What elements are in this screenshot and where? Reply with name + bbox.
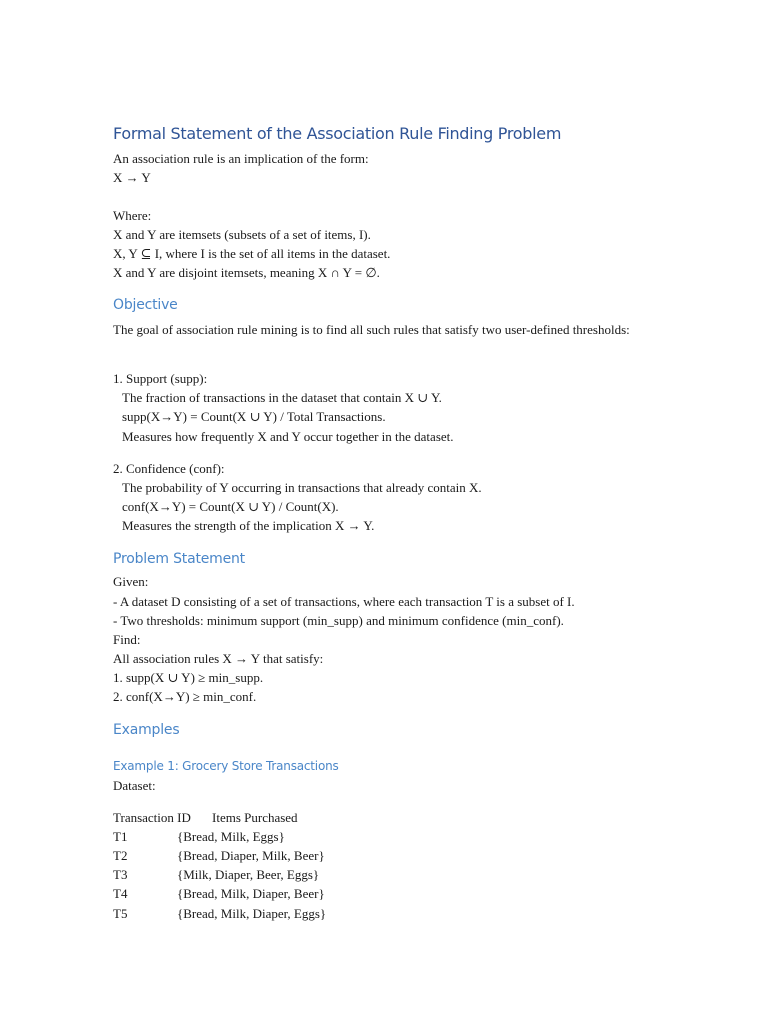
items-purchased: {Milk, Diaper, Beer, Eggs} xyxy=(177,867,320,882)
transaction-id: T5 xyxy=(113,906,128,921)
where-item: X, Y ⊆ I, where I is the set of all items in the dataset. xyxy=(113,246,391,261)
transaction-id: T2 xyxy=(113,848,128,863)
transaction-id: T3 xyxy=(113,867,128,882)
transaction-id: T1 xyxy=(113,829,128,844)
problem-line: - A dataset D consisting of a set of transactions, where each transaction T is a subset of I. xyxy=(113,594,575,609)
items-purchased: {Bread, Milk, Diaper, Eggs} xyxy=(177,906,327,921)
page-title: Formal Statement of the Association Rule Finding Problem xyxy=(113,124,562,143)
confidence-line: conf(X→Y) = Count(X ∪ Y) / Count(X). xyxy=(122,499,339,514)
problem-line: 2. conf(X→Y) ≥ min_conf. xyxy=(113,689,257,704)
table-header-id: Transaction ID xyxy=(113,810,191,825)
support-line: Measures how frequently X and Y occur together in the dataset. xyxy=(122,429,454,444)
intro-text: An association rule is an implication of the form: xyxy=(113,151,369,166)
problem-line: 1. supp(X ∪ Y) ≥ min_supp. xyxy=(113,670,264,685)
items-purchased: {Bread, Milk, Diaper, Beer} xyxy=(177,886,325,901)
problem-line: Find: xyxy=(113,632,141,647)
problem-line: All association rules X → Y that satisfy: xyxy=(113,651,324,666)
support-title: 1. Support (supp): xyxy=(113,371,208,386)
items-purchased: {Bread, Diaper, Milk, Beer} xyxy=(177,848,325,863)
items-purchased: {Bread, Milk, Eggs} xyxy=(177,829,285,844)
dataset-label: Dataset: xyxy=(113,778,156,793)
problem-heading: Problem Statement xyxy=(113,551,245,567)
objective-text: The goal of association rule mining is to find all such rules that satisfy two user-defined thresholds: xyxy=(113,322,630,337)
problem-line: - Two thresholds: minimum support (min_supp) and minimum confidence (min_conf). xyxy=(113,613,564,628)
transaction-id: T4 xyxy=(113,886,128,901)
confidence-line: The probability of Y occurring in transactions that already contain X. xyxy=(122,480,482,495)
rule-formula: X → Y xyxy=(113,170,151,185)
objective-heading: Objective xyxy=(113,297,178,313)
table-header-items: Items Purchased xyxy=(212,810,298,825)
confidence-title: 2. Confidence (conf): xyxy=(113,461,225,476)
support-line: The fraction of transactions in the dataset that contain X ∪ Y. xyxy=(122,390,442,405)
examples-heading: Examples xyxy=(113,722,180,738)
where-item: X and Y are itemsets (subsets of a set of items, I). xyxy=(113,227,371,242)
example1-heading: Example 1: Grocery Store Transactions xyxy=(113,759,339,773)
confidence-line: Measures the strength of the implication X → Y. xyxy=(122,518,375,533)
support-line: supp(X→Y) = Count(X ∪ Y) / Total Transactions. xyxy=(122,409,386,424)
where-item: X and Y are disjoint itemsets, meaning X ∩ Y = ∅. xyxy=(113,265,380,280)
where-label: Where: xyxy=(113,208,152,223)
problem-line: Given: xyxy=(113,574,149,589)
